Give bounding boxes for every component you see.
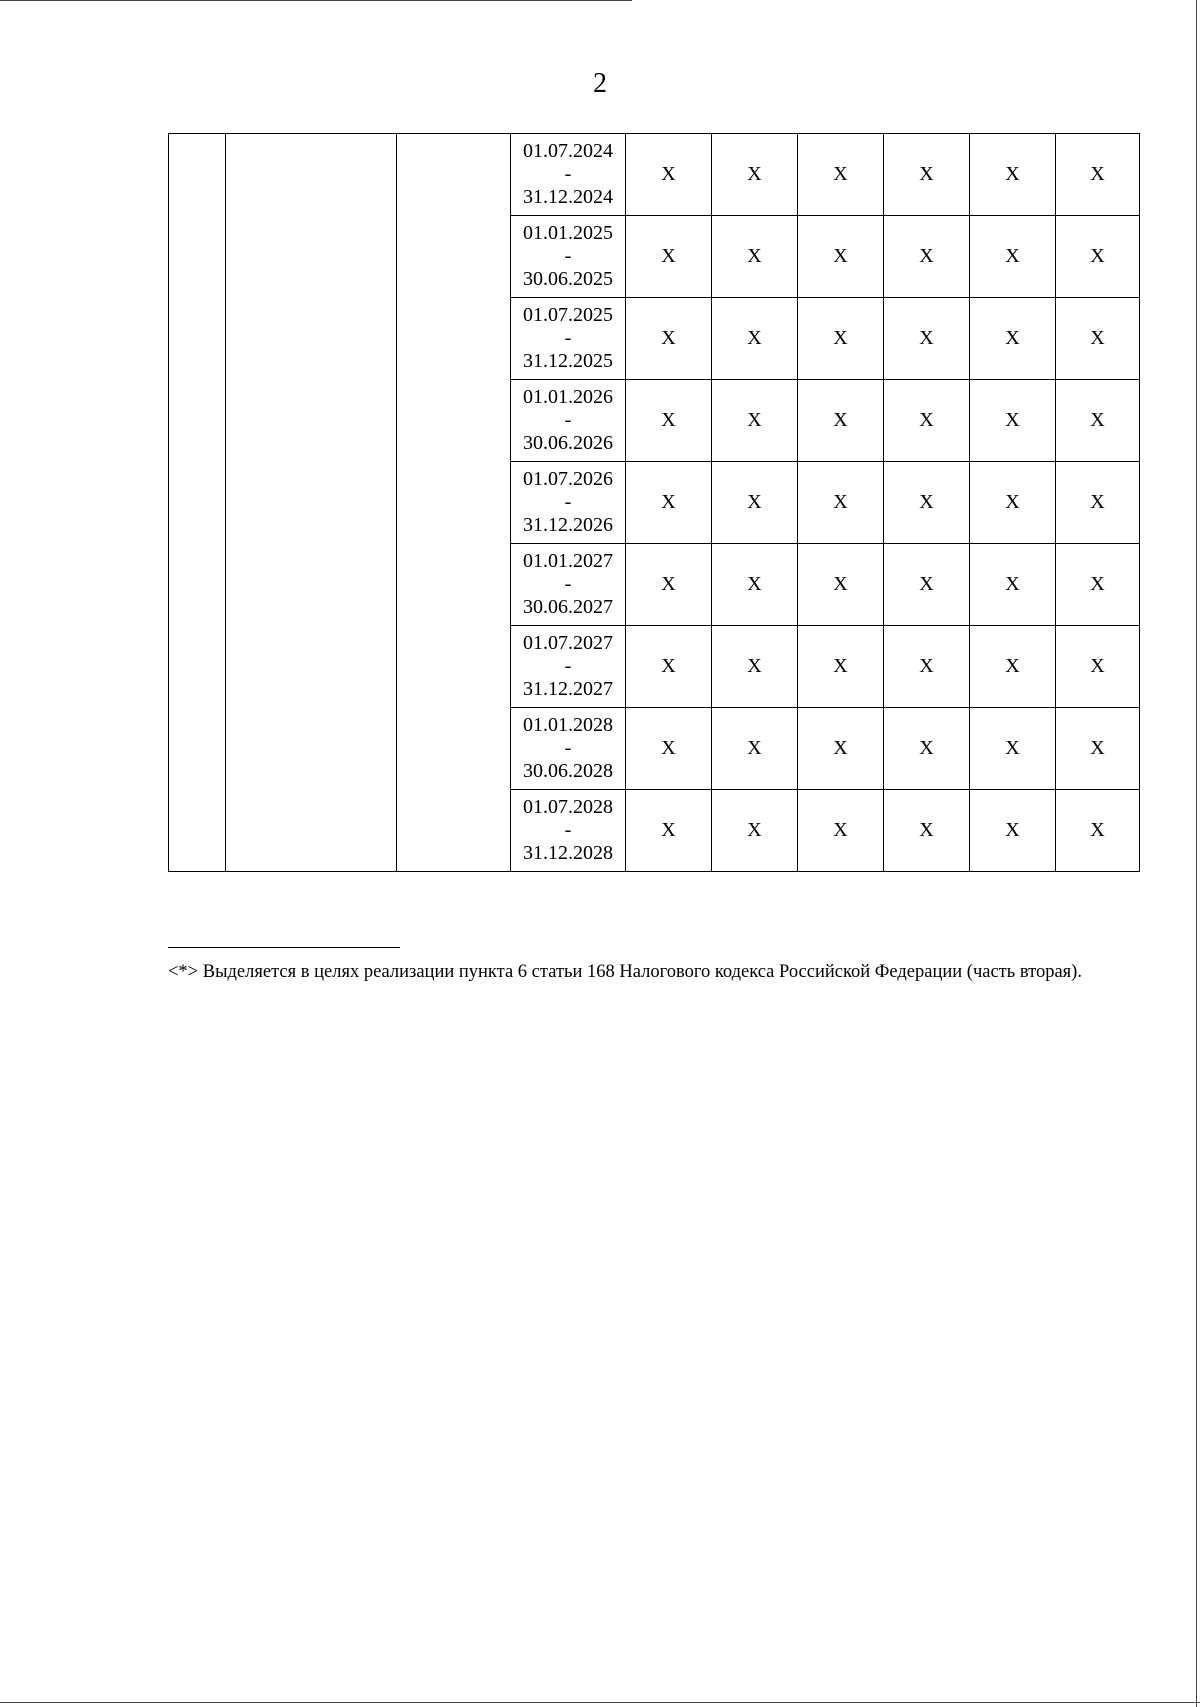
mark-cell: X <box>626 462 712 544</box>
mark-cell: X <box>712 380 798 462</box>
mark-cell: X <box>1056 216 1140 298</box>
mark-cell: X <box>712 462 798 544</box>
period-start: 01.07.2026 <box>523 468 613 490</box>
mark-cell: X <box>884 134 970 216</box>
period-separator: - <box>564 327 572 349</box>
period-cell <box>511 708 626 790</box>
mark-cell: X <box>970 216 1056 298</box>
mark-cell: X <box>970 134 1056 216</box>
period-cell <box>511 626 626 708</box>
mark-cell: X <box>712 790 798 872</box>
period-cell <box>511 134 626 216</box>
mark-cell: X <box>626 626 712 708</box>
period-end: 31.12.2028 <box>523 842 613 864</box>
mark-cell: X <box>1056 626 1140 708</box>
schedule-table-body <box>169 134 1140 872</box>
mark-cell: X <box>884 544 970 626</box>
mark-cell: X <box>884 298 970 380</box>
period-start: 01.01.2027 <box>523 550 613 572</box>
period-start: 01.01.2025 <box>523 222 613 244</box>
period-start: 01.01.2028 <box>523 714 613 736</box>
period-separator: - <box>564 245 572 267</box>
mark-cell: X <box>712 216 798 298</box>
mark-cell: X <box>626 216 712 298</box>
mark-cell: X <box>626 298 712 380</box>
period-start: 01.07.2025 <box>523 304 613 326</box>
mark-cell: X <box>626 708 712 790</box>
mark-cell: X <box>884 790 970 872</box>
period-separator: - <box>564 163 572 185</box>
period-end: 30.06.2025 <box>523 268 613 290</box>
period-separator: - <box>564 655 572 677</box>
mark-cell: X <box>884 380 970 462</box>
mark-cell: X <box>970 626 1056 708</box>
mark-cell: X <box>970 380 1056 462</box>
mark-cell: X <box>798 790 884 872</box>
period-cell <box>511 216 626 298</box>
mark-cell: X <box>1056 462 1140 544</box>
mark-cell: X <box>1056 134 1140 216</box>
mark-cell: X <box>626 380 712 462</box>
mark-cell: X <box>1056 298 1140 380</box>
period-end: 31.12.2025 <box>523 350 613 372</box>
mark-cell: X <box>626 790 712 872</box>
mark-cell: X <box>798 626 884 708</box>
period-separator: - <box>564 409 572 431</box>
mark-cell: X <box>798 708 884 790</box>
mark-cell: X <box>970 462 1056 544</box>
mark-cell: X <box>798 462 884 544</box>
mark-cell: X <box>626 134 712 216</box>
page-number: 2 <box>593 68 607 99</box>
merged-cell-2 <box>226 134 397 872</box>
mark-cell: X <box>884 216 970 298</box>
mark-cell: X <box>970 790 1056 872</box>
mark-cell: X <box>1056 708 1140 790</box>
mark-cell: X <box>1056 380 1140 462</box>
period-end: 30.06.2028 <box>523 760 613 782</box>
mark-cell: X <box>712 544 798 626</box>
mark-cell: X <box>798 544 884 626</box>
mark-cell: X <box>798 380 884 462</box>
mark-cell: X <box>798 298 884 380</box>
period-start: 01.07.2027 <box>523 632 613 654</box>
period-cell <box>511 298 626 380</box>
mark-cell: X <box>626 544 712 626</box>
period-cell <box>511 380 626 462</box>
schedule-table <box>168 133 1140 872</box>
period-cell <box>511 790 626 872</box>
mark-cell: X <box>1056 790 1140 872</box>
period-start: 01.07.2028 <box>523 796 613 818</box>
mark-cell: X <box>712 134 798 216</box>
period-separator: - <box>564 819 572 841</box>
period-start: 01.07.2024 <box>523 140 613 162</box>
footnote-text: <*> Выделяется в целях реализации пункта 6 статьи 168 Налогового кодекса Российской Федерации (часть вторая). <box>168 962 1082 982</box>
period-end: 30.06.2026 <box>523 432 613 454</box>
scan-border-bottom <box>0 1702 1200 1703</box>
period-end: 31.12.2027 <box>523 678 613 700</box>
table-row <box>169 134 1140 216</box>
mark-cell: X <box>884 626 970 708</box>
period-separator: - <box>564 737 572 759</box>
scan-border-top <box>0 0 632 1</box>
period-separator: - <box>564 491 572 513</box>
period-cell <box>511 544 626 626</box>
mark-cell: X <box>712 708 798 790</box>
mark-cell: X <box>712 298 798 380</box>
footnote-separator <box>168 947 400 948</box>
mark-cell: X <box>970 298 1056 380</box>
mark-cell: X <box>884 708 970 790</box>
mark-cell: X <box>798 216 884 298</box>
mark-cell: X <box>798 134 884 216</box>
period-start: 01.01.2026 <box>523 386 613 408</box>
merged-cell-1 <box>169 134 226 872</box>
period-separator: - <box>564 573 572 595</box>
mark-cell: X <box>1056 544 1140 626</box>
period-end: 31.12.2026 <box>523 514 613 536</box>
period-cell <box>511 462 626 544</box>
mark-cell: X <box>712 626 798 708</box>
mark-cell: X <box>884 462 970 544</box>
scan-border-right <box>1196 0 1197 1707</box>
merged-cell-3 <box>397 134 511 872</box>
period-end: 30.06.2027 <box>523 596 613 618</box>
mark-cell: X <box>970 544 1056 626</box>
mark-cell: X <box>970 708 1056 790</box>
period-end: 31.12.2024 <box>523 186 613 208</box>
